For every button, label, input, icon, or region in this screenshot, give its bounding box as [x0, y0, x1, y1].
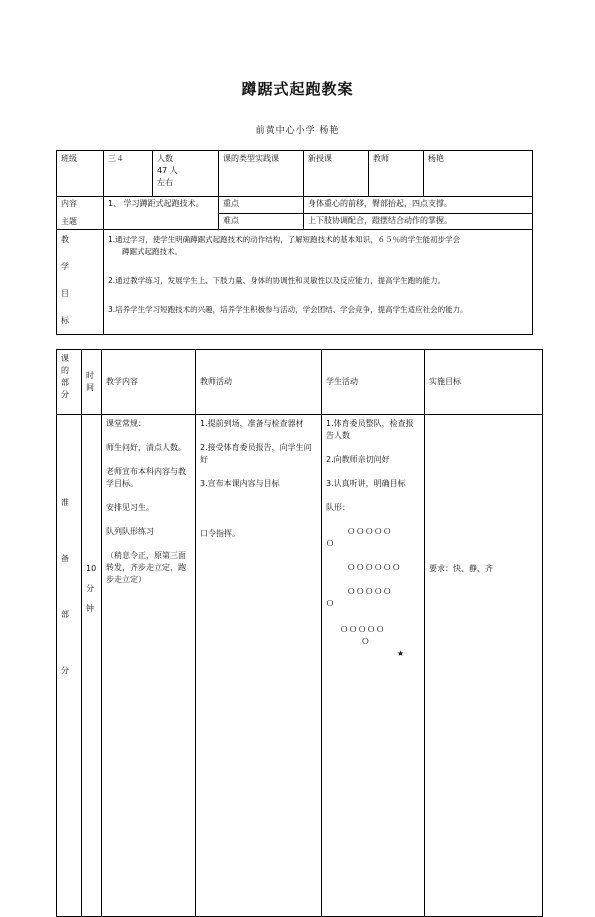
- section-part-char: 备: [61, 554, 69, 563]
- content-label: [57, 197, 104, 230]
- content-item: 队列队形练习: [106, 527, 154, 536]
- content-item: 师生问好，清点人数。: [106, 443, 186, 452]
- lesson-plan-table: [56, 349, 543, 917]
- formation-row: ＯＯＯＯＯ: [326, 527, 393, 536]
- count-value: 47 人: [157, 166, 178, 175]
- header-part-char: 的: [61, 366, 69, 375]
- section-time: [82, 415, 102, 917]
- header-teacher: 教师活动: [196, 350, 322, 415]
- section-part-char: 准: [61, 498, 69, 507]
- document-title: 蹲踞式起跑教案: [241, 80, 354, 98]
- key-point-label: 重点: [219, 197, 304, 214]
- teacher-item: 3.宣布本课内容与目标: [200, 479, 280, 488]
- class-value: 三４: [104, 151, 153, 197]
- lesson-type-value: 新授课: [304, 151, 369, 197]
- section-time-value: 10: [86, 564, 97, 573]
- section-time-char: 分: [86, 584, 94, 593]
- student-item: 2.向教师亲切问好: [326, 455, 390, 464]
- header-target: 实施目标: [425, 350, 543, 415]
- content-item: 老师宣布本科内容与教学目标。: [106, 467, 186, 488]
- teacher-item: 口令指挥。: [200, 529, 240, 538]
- formation-row: Ｏ: [326, 539, 335, 548]
- header-part-char: 部: [61, 378, 69, 387]
- section-part: [57, 415, 82, 917]
- content-label-bottom: 主题: [61, 217, 77, 226]
- goals-content: [104, 230, 533, 335]
- difficulty-value: 上下肢协调配合，蹬摆结合动作的掌握。: [304, 213, 533, 230]
- section-teacher: [196, 415, 322, 917]
- class-label: 班级: [57, 151, 104, 197]
- key-point-value: 身体重心的前移，臀部抬起，四点支撑。: [304, 197, 533, 214]
- count-label: 人数: [157, 154, 173, 163]
- content-value: 1、 学习蹲距式起跑技术。: [104, 197, 219, 230]
- content-item: 课堂常规：: [106, 419, 146, 428]
- teacher-value: 杨艳: [424, 151, 533, 197]
- header-part: [57, 350, 82, 415]
- student-item: 1.体育委员整队，检查报告人数: [326, 419, 414, 440]
- teacher-label: 教师: [369, 151, 424, 197]
- formation-row: Ｏ: [326, 637, 371, 646]
- goal-item: 2.通过教学练习，发展学生上、下肢力量、身体的协调性和灵敏性以及反应能力，提高学生跑的能力。: [108, 276, 446, 285]
- section-part-char: 部: [61, 610, 69, 619]
- goal-item-continued: 蹲踞式起跑技术。: [122, 247, 182, 256]
- lesson-info-table: [56, 150, 533, 335]
- section-target: 要求：快、静、齐: [425, 415, 543, 917]
- section-time-char: 钟: [86, 604, 94, 613]
- content-item: （稍息令正，原第三面转发，齐步走立定，跑步走立定）: [106, 551, 186, 584]
- formation-row: ＯＯＯＯＯ: [326, 587, 393, 596]
- goals-label-char: 标: [61, 316, 69, 325]
- header-part-char: 课: [61, 354, 69, 363]
- section-part-char: 分: [61, 666, 69, 675]
- goal-item: 1.通过学习，使学生明确蹲踞式起跑技术的动作结构，了解短跑技术的基本知识，６５％的学生能初步学会: [108, 235, 461, 244]
- content-item: 安排见习生。: [106, 503, 154, 512]
- section-student: [322, 415, 425, 917]
- goals-label-char: 目: [61, 289, 69, 298]
- author-line: 前黄中心小学 杨艳: [255, 126, 340, 136]
- formation-row: ＯＯＯＯＯＯ: [326, 563, 402, 572]
- goals-label-char: 教: [61, 235, 69, 244]
- goal-item: 3.培养学生学习短跑技术的兴趣，培养学生积极参与活动，学会团结、学会竞争，提高学生适应社会的能力。: [108, 305, 468, 314]
- lesson-type-label: 课的类型实践课: [219, 151, 304, 197]
- formation-diagram: [326, 526, 420, 660]
- student-count: [153, 151, 219, 197]
- header-time-char: 时: [86, 371, 94, 380]
- student-item: 队形：: [326, 503, 350, 512]
- header-time-char: 间: [86, 383, 94, 392]
- teacher-item: 2.接受体育委员报告，向学生问好: [200, 443, 312, 464]
- header-content: 教学内容: [102, 350, 196, 415]
- header-time: [82, 350, 102, 415]
- difficulty-label: 难点: [219, 213, 304, 230]
- formation-row: Ｏ: [326, 599, 335, 608]
- formation-row: ＯＯＯＯＯ: [326, 625, 386, 634]
- count-note: 左右: [157, 178, 173, 187]
- content-label-top: 内容: [61, 199, 77, 208]
- header-student: 学生活动: [322, 350, 425, 415]
- goals-label: [57, 230, 104, 335]
- section-content: [102, 415, 196, 917]
- header-part-char: 分: [61, 390, 69, 399]
- goals-label-char: 学: [61, 262, 69, 271]
- teacher-item: 1.提前到场，准备与检查器材: [200, 419, 304, 428]
- student-item: 3.认真听讲，明确目标: [326, 479, 406, 488]
- teacher-star-marker: ★: [326, 649, 406, 658]
